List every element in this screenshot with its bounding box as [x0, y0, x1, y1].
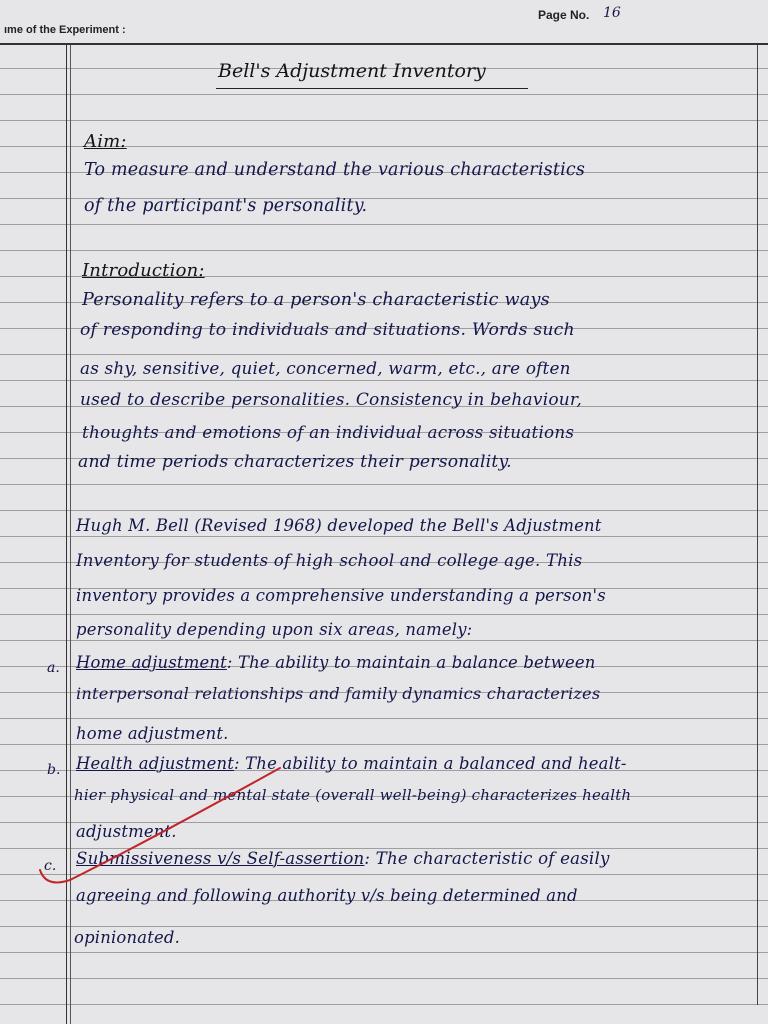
aim-line: of the participant's personality. [84, 196, 368, 216]
area-home-line: interpersonal relationships and family dynamics characterizes [76, 684, 601, 703]
intro-line: thoughts and emotions of an individual across situations [82, 422, 575, 442]
area-marker-b: b. [47, 762, 61, 778]
top-rule [0, 43, 768, 45]
area-home-line: home adjustment. [76, 724, 229, 743]
area-health-line: adjustment. [76, 822, 177, 841]
area-definition: : The ability to maintain a balanced and healt- [234, 754, 627, 773]
area-term-home: Home adjustment [76, 653, 227, 672]
bell-line: Hugh M. Bell (Revised 1968) developed the Bell's Adjustment [76, 516, 602, 535]
bell-line: personality depending upon six areas, namely: [76, 620, 473, 639]
intro-line: as shy, sensitive, quiet, concerned, warm, etc., are often [80, 358, 571, 378]
intro-line: of responding to individuals and situations. Words such [80, 320, 575, 340]
area-health-line: hier physical and mental state (overall well-being) characterizes health [74, 786, 632, 804]
intro-line: and time periods characterizes their personality. [78, 452, 512, 472]
bell-line: inventory provides a comprehensive understanding a person's [76, 586, 606, 605]
right-frame-line [757, 45, 758, 1005]
area-term-health: Health adjustment [76, 754, 235, 773]
area-definition: : The ability to maintain a balance between [226, 653, 596, 672]
page-title: Bell's Adjustment Inventory [218, 60, 486, 82]
page-number-value: 16 [603, 5, 621, 21]
area-submissiveness-line: opinionated. [74, 928, 180, 947]
header-area [0, 0, 768, 44]
red-correction-tick [30, 760, 290, 890]
area-marker-c: c. [44, 858, 57, 874]
intro-line: Personality refers to a person's characteristic ways [82, 290, 550, 310]
aim-heading: Aim: [84, 131, 127, 152]
area-submissiveness-line: agreeing and following authority v/s being determined and [76, 886, 578, 905]
area-term-submissiveness: Submissiveness v/s Self-assertion [76, 849, 365, 868]
bell-line: Inventory for students of high school and college age. This [76, 551, 583, 570]
area-home-line [76, 653, 596, 672]
area-definition: : The characteristic of easily [364, 849, 610, 868]
introduction-heading: Introduction: [82, 260, 205, 281]
intro-line: used to describe personalities. Consistency in behaviour, [80, 390, 582, 410]
experiment-name-label: ıme of the Experiment : [4, 24, 126, 36]
title-underline [216, 88, 528, 89]
aim-line: To measure and understand the various characteristics [84, 160, 586, 180]
area-marker-a: a. [47, 660, 60, 676]
page-number-label: Page No. [538, 8, 590, 22]
